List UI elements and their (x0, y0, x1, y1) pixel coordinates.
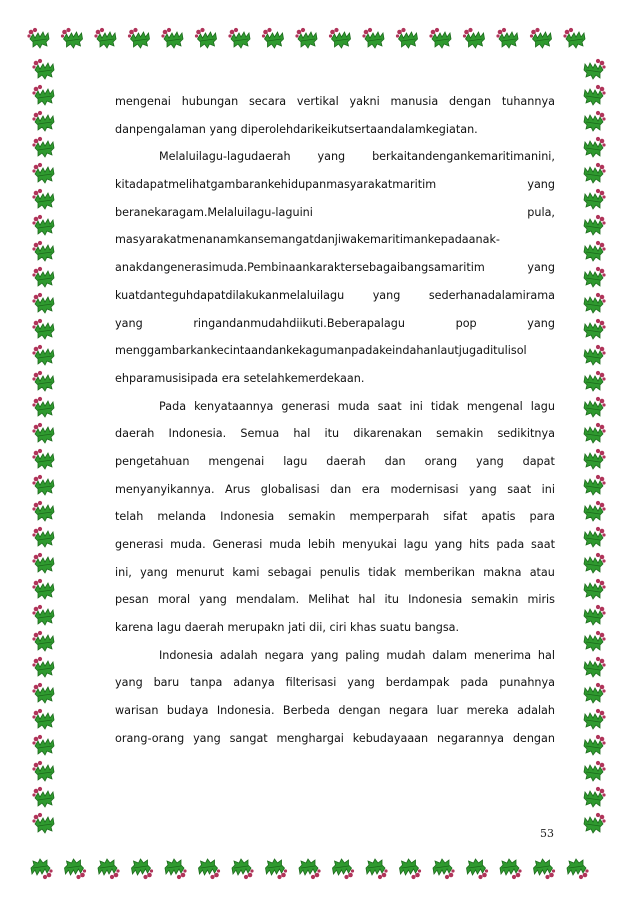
holly-leaf-icon (584, 189, 606, 209)
word: kenyataannya (194, 399, 274, 413)
text-line (115, 586, 555, 614)
word: yang (317, 150, 346, 164)
word: pada (460, 676, 489, 690)
word: yang (140, 565, 168, 579)
holly-leaf-icon (161, 28, 183, 48)
word: yang (527, 261, 555, 275)
text-line (115, 559, 555, 587)
holly-leaf-icon (584, 475, 606, 495)
word: kuatdanteguhdapatdilakukanmelaluilagu (115, 288, 345, 302)
word: telah (115, 510, 144, 524)
text-line (115, 143, 555, 171)
word: hal (537, 648, 555, 662)
word: yang (527, 178, 555, 192)
word: yakni (349, 95, 380, 108)
text-line (115, 503, 555, 531)
word: berkaitandengankemaritimanini, (372, 150, 555, 164)
holly-leaf-icon (530, 28, 552, 48)
word: atau (529, 565, 555, 579)
word: yang (115, 316, 143, 330)
holly-leaf-icon (584, 735, 606, 755)
holly-leaf-icon (584, 553, 606, 573)
word: negara (388, 704, 429, 718)
holly-leaf-icon (27, 28, 49, 48)
word: Generasi (212, 538, 263, 551)
holly-leaf-icon (128, 28, 150, 48)
word: Berbeda (282, 704, 330, 718)
holly-leaf-icon (165, 859, 187, 879)
word: ini (409, 399, 423, 413)
holly-leaf-icon (61, 28, 83, 48)
holly-leaf-icon (362, 28, 384, 48)
holly-leaf-icon (32, 813, 54, 833)
holly-leaf-icon (584, 761, 606, 781)
text-line (115, 420, 555, 448)
holly-leaf-icon (467, 859, 489, 879)
word: sebagai (267, 565, 312, 579)
holly-leaf-icon (98, 859, 120, 879)
holly-leaf-icon (32, 787, 54, 807)
word: hits (469, 538, 490, 551)
word: daerah (115, 427, 155, 441)
word: secara (248, 95, 287, 108)
text-line (115, 171, 555, 199)
word: yang (115, 676, 143, 690)
word: dengan (448, 95, 492, 108)
holly-leaf-icon (584, 397, 606, 417)
word: tuhannya (501, 95, 555, 108)
holly-leaf-icon (32, 189, 54, 209)
holly-leaf-icon (32, 215, 54, 235)
holly-leaf-icon (584, 423, 606, 443)
holly-leaf-icon (32, 241, 54, 261)
word: generasi (281, 399, 330, 413)
holly-leaf-icon (584, 527, 606, 547)
word: dikarenakan (353, 427, 423, 441)
word: lagu (530, 399, 555, 413)
holly-leaf-icon (32, 397, 54, 417)
holly-leaf-icon (584, 631, 606, 651)
word: negara (264, 648, 304, 662)
text-line: karena lagu daerah merupakn jati dii, ciri khas suatu bangsa. (115, 621, 460, 635)
word: pada (496, 538, 525, 551)
word: pesan (115, 593, 149, 607)
word: itu (324, 427, 340, 441)
word: lagu (283, 454, 308, 468)
holly-leaf-icon (584, 267, 606, 287)
holly-leaf-icon (584, 501, 606, 521)
word: vertikal (296, 95, 339, 108)
word: sedikitnya (497, 427, 555, 441)
word: saat (507, 482, 532, 496)
holly-leaf-icon (32, 85, 54, 105)
word: mereka (466, 704, 509, 718)
word: miris (527, 593, 555, 607)
word: menyukai (342, 538, 397, 551)
word: orang-orang (115, 731, 185, 745)
word: Melihat (308, 593, 350, 607)
word: semakin (436, 427, 484, 441)
holly-leaf-icon (584, 605, 606, 625)
holly-leaf-icon (584, 293, 606, 313)
word: pula, (527, 205, 555, 219)
word: memperparah (349, 510, 430, 524)
text-line (115, 88, 555, 116)
word: lagu (403, 538, 428, 551)
holly-leaf-icon (31, 859, 53, 879)
holly-leaf-icon (500, 859, 522, 879)
word: berdampak (385, 676, 450, 690)
word: dengan (512, 731, 555, 745)
word: saat (377, 399, 402, 413)
word: hal (358, 593, 376, 607)
holly-leaf-icon (32, 501, 54, 521)
word: saat (531, 538, 555, 551)
holly-leaf-icon (584, 345, 606, 365)
word: muda (269, 538, 302, 551)
word: sangat (229, 731, 268, 745)
holly-leaf-icon (32, 137, 54, 157)
holly-leaf-icon (32, 605, 54, 625)
holly-leaf-icon (32, 371, 54, 391)
holly-leaf-icon (65, 859, 87, 879)
holly-leaf-icon (584, 137, 606, 157)
holly-leaf-icon (333, 859, 355, 879)
word: Pada (159, 399, 187, 413)
holly-leaf-icon (195, 28, 217, 48)
body-text (115, 88, 555, 753)
word: menurut (176, 565, 225, 579)
word: yang (347, 676, 375, 690)
word: muda. (170, 538, 206, 551)
word: beranekaragam.Melaluilagu-laguini (115, 205, 313, 219)
holly-leaf-icon (132, 859, 154, 879)
word: semakin (288, 510, 336, 524)
holly-leaf-icon (584, 709, 606, 729)
text-line (115, 254, 555, 282)
holly-leaf-icon (262, 28, 284, 48)
word: dapat (522, 454, 555, 468)
word: mendalam. (235, 593, 300, 607)
holly-leaf-icon (584, 787, 606, 807)
holly-leaf-icon (563, 28, 585, 48)
text-line (115, 448, 555, 476)
holly-leaf-icon (32, 267, 54, 287)
word: hal (293, 427, 311, 441)
holly-leaf-icon (396, 28, 418, 48)
word: adalah (219, 648, 258, 662)
text-line: masyarakatmenanamkansemangatdanjiwakemaritimankepadaanak- (115, 233, 500, 247)
word: yang (372, 288, 401, 302)
word: hubungan (181, 95, 239, 108)
holly-leaf-icon (584, 813, 606, 833)
word: menghargai (276, 731, 344, 745)
word: manusia (390, 95, 439, 108)
holly-leaf-icon (584, 683, 606, 703)
word: punahnya (499, 676, 555, 690)
word: Indonesia (159, 648, 214, 662)
holly-leaf-icon (584, 59, 606, 79)
holly-leaf-icon (228, 28, 250, 48)
word: para (529, 510, 555, 524)
word: apatis (481, 510, 516, 524)
holly-leaf-icon (32, 475, 54, 495)
holly-leaf-icon (584, 215, 606, 235)
word: tidak (368, 565, 397, 579)
word: tidak (430, 399, 459, 413)
word: Semua (240, 427, 280, 441)
text-line (115, 199, 555, 227)
holly-leaf-icon (32, 527, 54, 547)
word: tanpa (190, 676, 223, 690)
word: negarannya (436, 731, 504, 745)
word: adanya (233, 676, 275, 690)
word: pengetahuan (115, 454, 190, 468)
word: yang (199, 593, 227, 607)
word: melanda (157, 510, 207, 524)
holly-leaf-icon (32, 553, 54, 573)
text-line (115, 531, 555, 559)
word: ini (541, 482, 555, 496)
text-line: menggambarkankecintaandankekagumanpadakeindahanlautjugaditulisol (115, 344, 527, 358)
word: era (361, 482, 381, 496)
holly-leaf-icon (584, 111, 606, 131)
holly-leaf-icon (32, 761, 54, 781)
holly-leaf-icon (32, 345, 54, 365)
word: dan (384, 454, 406, 468)
word: generasi (115, 538, 164, 551)
word: makna (483, 565, 522, 579)
word: pop (455, 316, 477, 330)
word: mudah (386, 648, 426, 662)
word: kami (232, 565, 260, 579)
word: baru (153, 676, 180, 690)
holly-leaf-icon (32, 423, 54, 443)
word: yang (469, 482, 497, 496)
word: sederhanadalamirama (428, 288, 555, 302)
word: lebih (307, 538, 336, 551)
word: menerima (473, 648, 532, 662)
holly-leaf-icon (329, 28, 351, 48)
holly-leaf-icon (32, 631, 54, 651)
word: menyanyikannya. (115, 482, 215, 496)
word: dalam (432, 648, 468, 662)
text-line (115, 669, 555, 697)
word: dengan (338, 704, 381, 718)
word: moral (157, 593, 191, 607)
holly-leaf-icon (295, 28, 317, 48)
word: mengenai (208, 454, 265, 468)
word: kebudayaaan (352, 731, 429, 745)
holly-leaf-icon (496, 28, 518, 48)
holly-leaf-icon (463, 28, 485, 48)
word: yang (310, 648, 339, 662)
word: Indonesia (220, 510, 275, 524)
word: Arus (225, 482, 251, 496)
holly-leaf-icon (299, 859, 321, 879)
holly-leaf-icon (567, 859, 589, 879)
word: itu (384, 593, 400, 607)
holly-leaf-icon (32, 319, 54, 339)
word: yang (434, 538, 463, 551)
text-line (115, 310, 555, 338)
word: warisan (115, 704, 159, 718)
holly-leaf-icon (199, 859, 221, 879)
word: Indonesia (408, 593, 463, 607)
text-line: danpengalaman yang diperolehdarikeikutsertaandalamkegiatan. (115, 122, 478, 136)
word: penulis (319, 565, 360, 579)
word: ini, (115, 565, 132, 579)
holly-leaf-icon (32, 709, 54, 729)
holly-leaf-icon (32, 683, 54, 703)
word: Indonesia. (216, 704, 275, 718)
text-line (115, 725, 555, 753)
word: luar (436, 704, 459, 718)
word: dan (330, 482, 352, 496)
word: filterisasi (285, 676, 337, 690)
word: kitadapatmelihatgambarankehidupanmasyarakatmaritim (115, 178, 437, 192)
word: Melaluilagu-lagudaerah (159, 150, 291, 164)
word: daerah (326, 454, 366, 468)
word: ringandanmudahdiikuti.Beberapalagu (193, 316, 405, 330)
text-line (115, 393, 555, 421)
holly-leaf-icon (400, 859, 422, 879)
holly-leaf-icon (94, 28, 116, 48)
holly-leaf-icon (32, 657, 54, 677)
holly-leaf-icon (32, 735, 54, 755)
holly-leaf-icon (232, 859, 254, 879)
holly-leaf-icon (584, 319, 606, 339)
word: mengenai (115, 95, 171, 108)
word: memberikan (404, 565, 475, 579)
word: adalah (517, 704, 555, 718)
text-line (115, 476, 555, 504)
holly-leaf-icon (584, 85, 606, 105)
word: budaya (166, 704, 209, 718)
text-line (115, 642, 555, 670)
text-line (115, 282, 555, 310)
text-line (115, 697, 555, 725)
holly-leaf-icon (534, 859, 556, 879)
word: sifat (443, 510, 468, 524)
word: yang (476, 454, 504, 468)
holly-leaf-icon (429, 28, 451, 48)
word: yang (193, 731, 221, 745)
holly-leaf-icon (266, 859, 288, 879)
word: anakdangenerasimuda.Pembinaankaraktersebagaibangsamaritim (115, 261, 485, 275)
holly-leaf-icon (32, 579, 54, 599)
holly-leaf-icon (32, 163, 54, 183)
holly-leaf-icon (32, 59, 54, 79)
page-number: 53 (540, 827, 554, 840)
word: mengenal (466, 399, 523, 413)
text-line: ehparamusisipada era setelahkemerdekaan. (115, 371, 365, 385)
word: modernisasi (390, 482, 459, 496)
word: muda (337, 399, 370, 413)
holly-leaf-icon (433, 859, 455, 879)
word: semakin (471, 593, 519, 607)
word: orang (424, 454, 458, 468)
holly-leaf-icon (366, 859, 388, 879)
holly-leaf-icon (584, 579, 606, 599)
holly-leaf-icon (584, 371, 606, 391)
word: Indonesia. (168, 427, 227, 441)
holly-leaf-icon (584, 241, 606, 261)
holly-leaf-icon (584, 163, 606, 183)
holly-leaf-icon (584, 449, 606, 469)
word: yang (527, 316, 555, 330)
holly-leaf-icon (32, 293, 54, 313)
word: paling (345, 648, 380, 662)
word: globalisasi (260, 482, 320, 496)
holly-leaf-icon (32, 449, 54, 469)
holly-leaf-icon (584, 657, 606, 677)
holly-leaf-icon (32, 111, 54, 131)
